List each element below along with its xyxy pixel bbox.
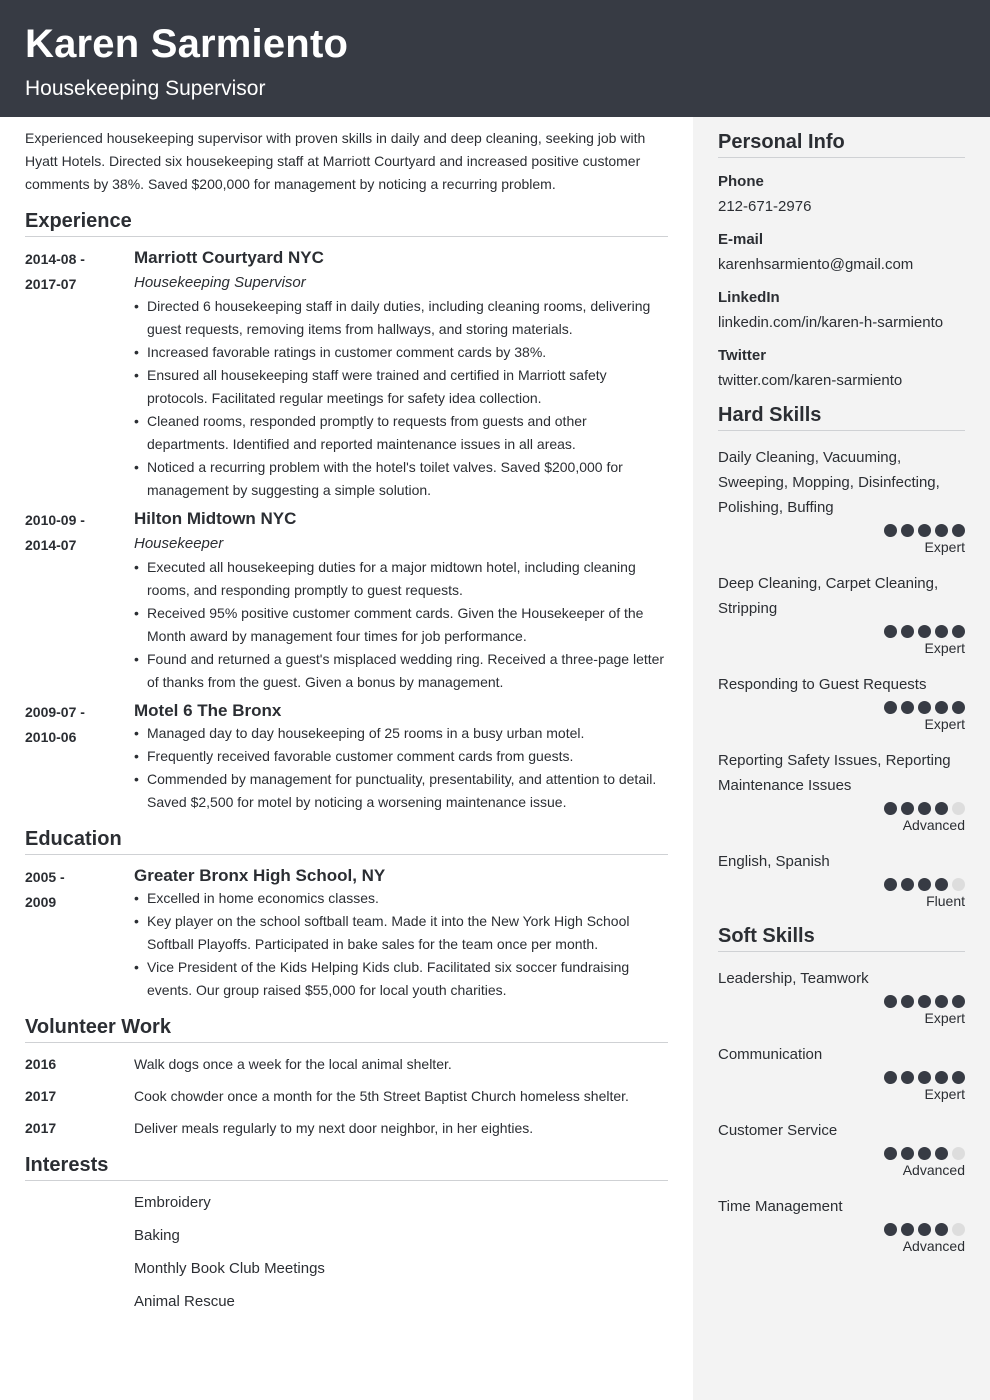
rating-dot-filled xyxy=(935,524,948,537)
hard-skills-list xyxy=(718,445,965,911)
experience-title: Experience xyxy=(25,210,668,237)
skill-name: Communication xyxy=(718,1046,823,1063)
entry-bullets xyxy=(134,722,668,814)
rating-dot-filled xyxy=(884,995,897,1008)
personal-info-title: Personal Info xyxy=(718,131,965,158)
rating-dot-filled xyxy=(952,524,965,537)
volunteer-text: Cook chowder once a month for the 5th Street Baptist Church homeless shelter. xyxy=(134,1088,629,1104)
entry-role: Housekeeper xyxy=(134,535,224,552)
entry-date xyxy=(25,247,134,502)
rating-dot-filled xyxy=(901,1071,914,1084)
volunteer-year: 2017 xyxy=(25,1120,57,1136)
soft-skills-list xyxy=(718,966,965,1256)
skill-name: Daily Cleaning, Vacuuming, Sweeping, Mopping, Disinfecting, Polishing, Buffing xyxy=(718,449,940,516)
rating-dot-filled xyxy=(901,802,914,815)
volunteer-title: Volunteer Work xyxy=(25,1016,668,1043)
skill-item xyxy=(718,966,965,1028)
personal-info-value: linkedin.com/in/karen-h-sarmiento xyxy=(718,314,944,331)
personal-info-label: E-mail xyxy=(718,231,764,248)
entry-bullet: • Frequently received favorable customer comment cards from guests. xyxy=(134,745,668,768)
rating-dot-filled xyxy=(952,995,965,1008)
skill-rating xyxy=(718,1071,965,1084)
experience-entry xyxy=(25,508,668,694)
volunteer-year: 2016 xyxy=(25,1056,57,1072)
entry-date xyxy=(25,700,134,814)
personal-info-label: Phone xyxy=(718,173,764,190)
entry-body xyxy=(134,508,668,694)
skill-name: English, Spanish xyxy=(718,853,830,870)
rating-dot-filled xyxy=(935,878,948,891)
rating-dot-filled xyxy=(935,1223,948,1236)
volunteer-entry xyxy=(25,1053,668,1076)
experience-entry xyxy=(25,700,668,814)
rating-dot-empty xyxy=(952,1223,965,1236)
rating-dot-filled xyxy=(884,1223,897,1236)
skill-item xyxy=(718,672,965,734)
rating-dot-filled xyxy=(918,524,931,537)
skill-item xyxy=(718,849,965,911)
personal-info-value: karenhsarmiento@gmail.com xyxy=(718,256,914,273)
skill-name: Time Management xyxy=(718,1198,843,1215)
rating-dot-filled xyxy=(918,1223,931,1236)
entry-bullet: • Received 95% positive customer comment cards. Given the Housekeeper of the Month award by management four times for job performance. xyxy=(134,602,668,648)
entry-date-end: 2010-06 xyxy=(25,729,77,745)
skill-level: Advanced xyxy=(902,817,965,833)
personal-info-list xyxy=(718,172,965,391)
rating-dot-empty xyxy=(952,1147,965,1160)
skill-rating xyxy=(718,1223,965,1236)
rating-dot-filled xyxy=(884,524,897,537)
entry-bullet: • Commended by management for punctuality, presentability, and attention to detail. Saved $2,500 for motel by noticing a worsening maintenance issue. xyxy=(134,768,668,814)
interest-item: Embroidery xyxy=(134,1194,211,1211)
skill-item xyxy=(718,571,965,658)
rating-dot-filled xyxy=(935,1147,948,1160)
rating-dot-empty xyxy=(952,878,965,891)
rating-dot-filled xyxy=(918,701,931,714)
entry-bullets xyxy=(134,887,668,1002)
education-title: Education xyxy=(25,828,668,855)
hard-skills-title: Hard Skills xyxy=(718,404,965,431)
volunteer-list xyxy=(25,1053,668,1140)
volunteer-text: Deliver meals regularly to my next door neighbor, in her eighties. xyxy=(134,1120,534,1136)
skill-level: Expert xyxy=(924,716,965,732)
summary: Experienced housekeeping supervisor with proven skills in daily and deep cleaning, seeking job with Hyatt Hotels. Directed six housekeeping staff at Marriott Courtyard and increased positive customer comments by 38%. Saved $200,000 for management by noticing a recurring problem. xyxy=(25,130,646,192)
experience-list xyxy=(25,247,668,814)
entry-date-end: 2017-07 xyxy=(25,276,77,292)
rating-dot-filled xyxy=(901,701,914,714)
skill-item xyxy=(718,1042,965,1104)
skill-name: Customer Service xyxy=(718,1122,838,1139)
entry-date xyxy=(25,508,134,694)
rating-dot-filled xyxy=(884,1147,897,1160)
main-column xyxy=(25,117,668,1323)
rating-dot-filled xyxy=(918,878,931,891)
entry-date-start: 2010-09 - xyxy=(25,512,85,528)
interest-item: Baking xyxy=(134,1227,180,1244)
entry-bullets xyxy=(134,295,668,502)
entry-bullet: • Excelled in home economics classes. xyxy=(134,887,668,910)
sidebar xyxy=(693,117,990,1400)
entry-bullet: • Key player on the school softball team. Made it into the New York High School Softball Playoffs. Participated in bake sales for the team once per month. xyxy=(134,910,668,956)
skill-name: Deep Cleaning, Carpet Cleaning, Stripping xyxy=(718,575,939,617)
entry-date-start: 2005 - xyxy=(25,869,65,885)
soft-skills-title: Soft Skills xyxy=(718,925,965,952)
entry-body xyxy=(134,247,668,502)
rating-dot-empty xyxy=(952,802,965,815)
entry-bullet: • Cleaned rooms, responded promptly to requests from guests and other departments. Identified and reported maintenance issues in all areas. xyxy=(134,410,668,456)
rating-dot-filled xyxy=(884,1071,897,1084)
rating-dot-filled xyxy=(935,1071,948,1084)
entry-role: Housekeeping Supervisor xyxy=(134,274,306,291)
education-entry xyxy=(25,865,668,1002)
rating-dot-filled xyxy=(901,1223,914,1236)
rating-dot-filled xyxy=(918,1071,931,1084)
personal-info-label: LinkedIn xyxy=(718,289,780,306)
rating-dot-filled xyxy=(918,802,931,815)
skill-rating xyxy=(718,625,965,638)
entry-organization: Marriott Courtyard NYC xyxy=(134,248,324,267)
personal-info-value: twitter.com/karen-sarmiento xyxy=(718,372,903,389)
skill-level: Fluent xyxy=(926,893,965,909)
rating-dot-filled xyxy=(901,878,914,891)
candidate-title: Housekeeping Supervisor xyxy=(25,77,266,100)
skill-rating xyxy=(718,1147,965,1160)
volunteer-year: 2017 xyxy=(25,1088,57,1104)
skill-rating xyxy=(718,701,965,714)
rating-dot-filled xyxy=(884,802,897,815)
rating-dot-filled xyxy=(901,1147,914,1160)
skill-name: Leadership, Teamwork xyxy=(718,970,869,987)
interests-list xyxy=(25,1191,668,1314)
entry-date-end: 2009 xyxy=(25,894,57,910)
skill-item xyxy=(718,1118,965,1180)
skill-level: Advanced xyxy=(902,1238,965,1254)
entry-bullet: • Executed all housekeeping duties for a major midtown hotel, including cleaning rooms, and responding promptly to guest requests. xyxy=(134,556,668,602)
skill-name: Reporting Safety Issues, Reporting Maintenance Issues xyxy=(718,752,951,794)
entry-bullet: • Noticed a recurring problem with the hotel's toilet valves. Saved $200,000 for management by suggesting a simple solution. xyxy=(134,456,668,502)
rating-dot-filled xyxy=(884,625,897,638)
entry-bullet: • Vice President of the Kids Helping Kids club. Facilitated six soccer fundraising events. Our group raised $55,000 for local youth charities. xyxy=(134,956,668,1002)
rating-dot-filled xyxy=(901,625,914,638)
skill-level: Expert xyxy=(924,1010,965,1026)
entry-organization: Hilton Midtown NYC xyxy=(134,509,297,528)
rating-dot-filled xyxy=(952,701,965,714)
education-list xyxy=(25,865,668,1002)
volunteer-entry xyxy=(25,1117,668,1140)
skill-item xyxy=(718,1194,965,1256)
entry-date-start: 2009-07 - xyxy=(25,704,85,720)
skill-name: Responding to Guest Requests xyxy=(718,676,927,693)
entry-date-end: 2014-07 xyxy=(25,537,77,553)
skill-rating xyxy=(718,524,965,537)
entry-bullet: • Found and returned a guest's misplaced wedding ring. Received a three-page letter of thanks from the guest. Given a bonus by management. xyxy=(134,648,668,694)
candidate-name: Karen Sarmiento xyxy=(25,22,349,66)
entry-bullets xyxy=(134,556,668,694)
rating-dot-filled xyxy=(918,625,931,638)
personal-info-value: 212-671-2976 xyxy=(718,198,812,215)
entry-body xyxy=(134,865,668,1002)
rating-dot-filled xyxy=(952,625,965,638)
skill-level: Expert xyxy=(924,1086,965,1102)
entry-date-start: 2014-08 - xyxy=(25,251,85,267)
entry-organization: Greater Bronx High School, NY xyxy=(134,866,386,885)
skill-rating xyxy=(718,802,965,815)
entry-date xyxy=(25,865,134,1002)
rating-dot-filled xyxy=(935,995,948,1008)
rating-dot-filled xyxy=(884,878,897,891)
rating-dot-filled xyxy=(935,625,948,638)
entry-bullet: • Managed day to day housekeeping of 25 rooms in a busy urban motel. xyxy=(134,722,668,745)
entry-bullet: • Directed 6 housekeeping staff in daily duties, including cleaning rooms, delivering guest requests, removing items from hallways, and storing materials. xyxy=(134,295,668,341)
resume-header xyxy=(0,0,990,117)
entry-bullet: • Ensured all housekeeping staff were trained and certified in Marriott safety protocols. Facilitated regular meetings for safety idea collection. xyxy=(134,364,668,410)
rating-dot-filled xyxy=(884,701,897,714)
entry-organization: Motel 6 The Bronx xyxy=(134,701,282,720)
skill-rating xyxy=(718,995,965,1008)
volunteer-text: Walk dogs once a week for the local animal shelter. xyxy=(134,1056,452,1072)
skill-level: Advanced xyxy=(902,1162,965,1178)
skill-item xyxy=(718,445,965,557)
rating-dot-filled xyxy=(952,1071,965,1084)
rating-dot-filled xyxy=(935,701,948,714)
skill-rating xyxy=(718,878,965,891)
entry-bullet: • Increased favorable ratings in customer comment cards by 38%. xyxy=(134,341,668,364)
skill-level: Expert xyxy=(924,539,965,555)
rating-dot-filled xyxy=(901,524,914,537)
rating-dot-filled xyxy=(935,802,948,815)
interests-title: Interests xyxy=(25,1154,668,1181)
skill-level: Expert xyxy=(924,640,965,656)
interest-item: Animal Rescue xyxy=(134,1293,235,1310)
entry-body xyxy=(134,700,668,814)
rating-dot-filled xyxy=(918,995,931,1008)
experience-entry xyxy=(25,247,668,502)
rating-dot-filled xyxy=(901,995,914,1008)
interest-item: Monthly Book Club Meetings xyxy=(134,1260,325,1277)
personal-info-label: Twitter xyxy=(718,347,767,364)
volunteer-entry xyxy=(25,1085,668,1108)
rating-dot-filled xyxy=(918,1147,931,1160)
skill-item xyxy=(718,748,965,835)
